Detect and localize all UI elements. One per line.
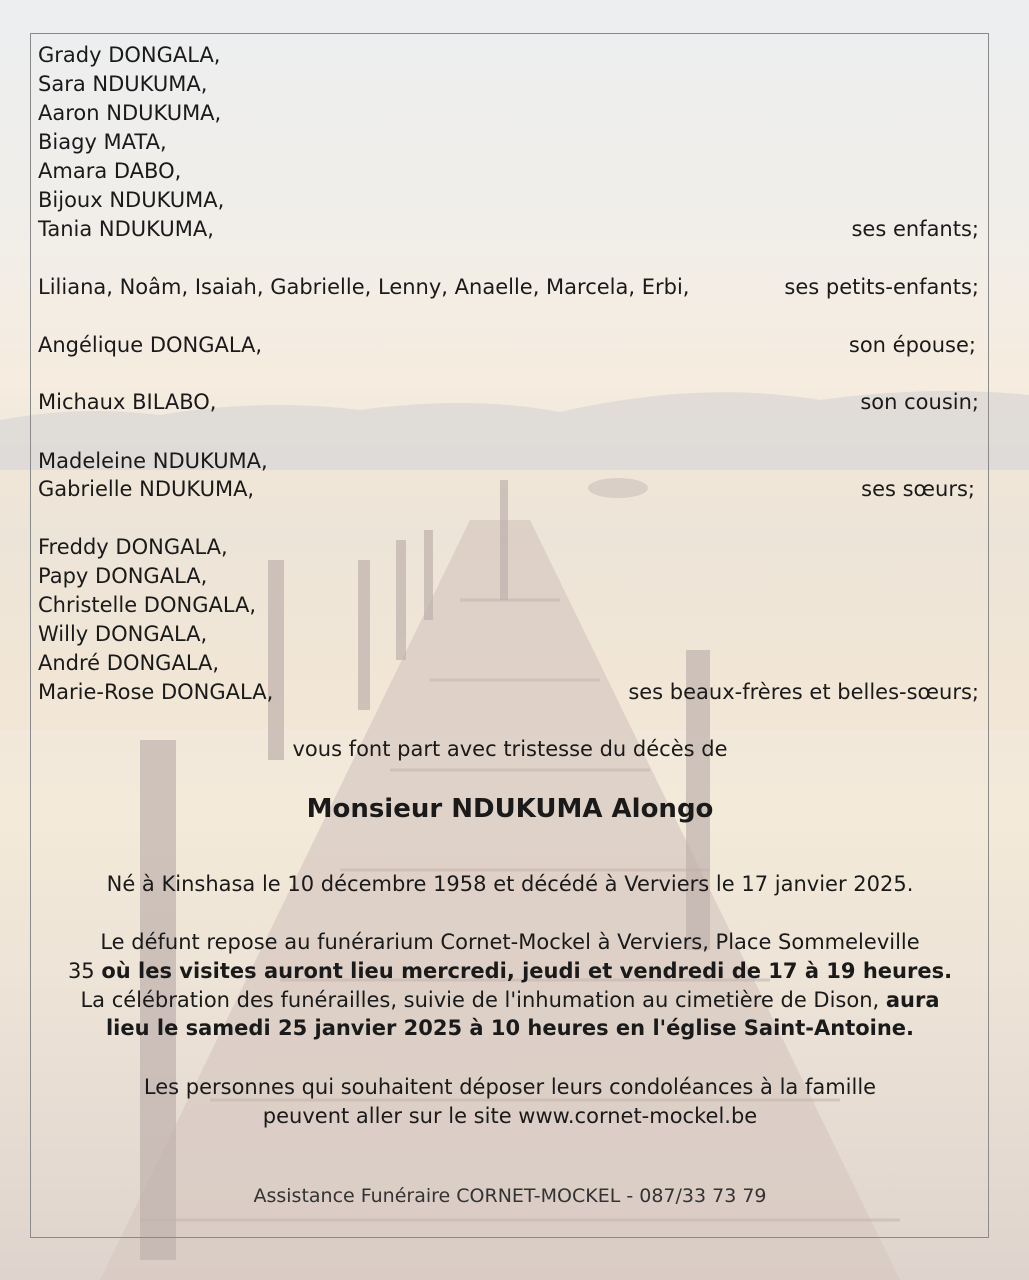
cousin-role: son cousin; — [860, 390, 979, 414]
child-name: Bijoux NDUKUMA, — [38, 188, 225, 212]
spouse-role: son épouse; — [848, 333, 976, 357]
funeral-bold-text: aura — [885, 988, 940, 1012]
child-name: Amara DABO, — [38, 159, 182, 183]
grandchildren-names: Liliana, Noâm, Isaiah, Gabrielle, Lenny, Anaelle, Marcela, Erbi, — [38, 275, 690, 299]
inlaws-role: ses beaux-frères et belles-sœurs; — [628, 680, 979, 704]
rest-text: 35 — [67, 959, 102, 983]
grandchildren-role: ses petits-enfants; — [784, 275, 979, 299]
condolences-line: peuvent aller sur le site www.cornet-mockel.be — [262, 1104, 758, 1128]
inlaw-name: Marie-Rose DONGALA, — [38, 680, 274, 704]
child-name: Aaron NDUKUMA, — [38, 101, 222, 125]
condolences-line: Les personnes qui souhaitent déposer leurs condoléances à la famille — [143, 1075, 877, 1099]
sisters-role: ses sœurs; — [861, 477, 975, 501]
sister-name: Madeleine NDUKUMA, — [38, 449, 268, 473]
child-name: Biagy MATA, — [38, 130, 167, 154]
inlaw-name: Papy DONGALA, — [38, 564, 208, 588]
visits-text: où les visites auront lieu mercredi, jeudi et vendredi de 17 à 19 heures. — [101, 959, 953, 983]
cousin-name: Michaux BILABO, — [38, 390, 217, 414]
rest-line-3 — [40, 986, 980, 1015]
children-role: ses enfants; — [851, 217, 979, 241]
sister-name: Gabrielle NDUKUMA, — [38, 477, 255, 501]
inlaw-name: Freddy DONGALA, — [38, 535, 228, 559]
rest-line-4: lieu le samedi 25 janvier 2025 à 10 heures en l'église Saint-Antoine. — [105, 1016, 915, 1040]
child-name: Tania NDUKUMA, — [38, 217, 214, 241]
rest-line-1 — [40, 928, 980, 957]
inlaw-name: Christelle DONGALA, — [38, 593, 257, 617]
spouse-name: Angélique DONGALA, — [38, 333, 263, 357]
funeral-home-footer: Assistance Funéraire CORNET-MOCKEL - 087/33 73 79 — [253, 1185, 767, 1207]
inlaw-name: André DONGALA, — [38, 651, 220, 675]
funeral-text: La célébration des funérailles, suivie de l'inhumation au cimetière de Dison, — [80, 988, 886, 1012]
announcement-text: vous font part avec tristesse du décès de — [292, 737, 728, 761]
child-name: Sara NDUKUMA, — [38, 72, 208, 96]
deceased-name: Monsieur NDUKUMA Alongo — [306, 794, 714, 824]
rest-text: Le défunt repose au funérarium Cornet-Mockel à Verviers, Place Sommeleville — [100, 930, 920, 954]
inlaw-name: Willy DONGALA, — [38, 622, 208, 646]
rest-line-2 — [40, 957, 980, 986]
child-name: Grady DONGALA, — [38, 43, 221, 67]
birth-death-text: Né à Kinshasa le 10 décembre 1958 et décédé à Verviers le 17 janvier 2025. — [106, 872, 914, 896]
